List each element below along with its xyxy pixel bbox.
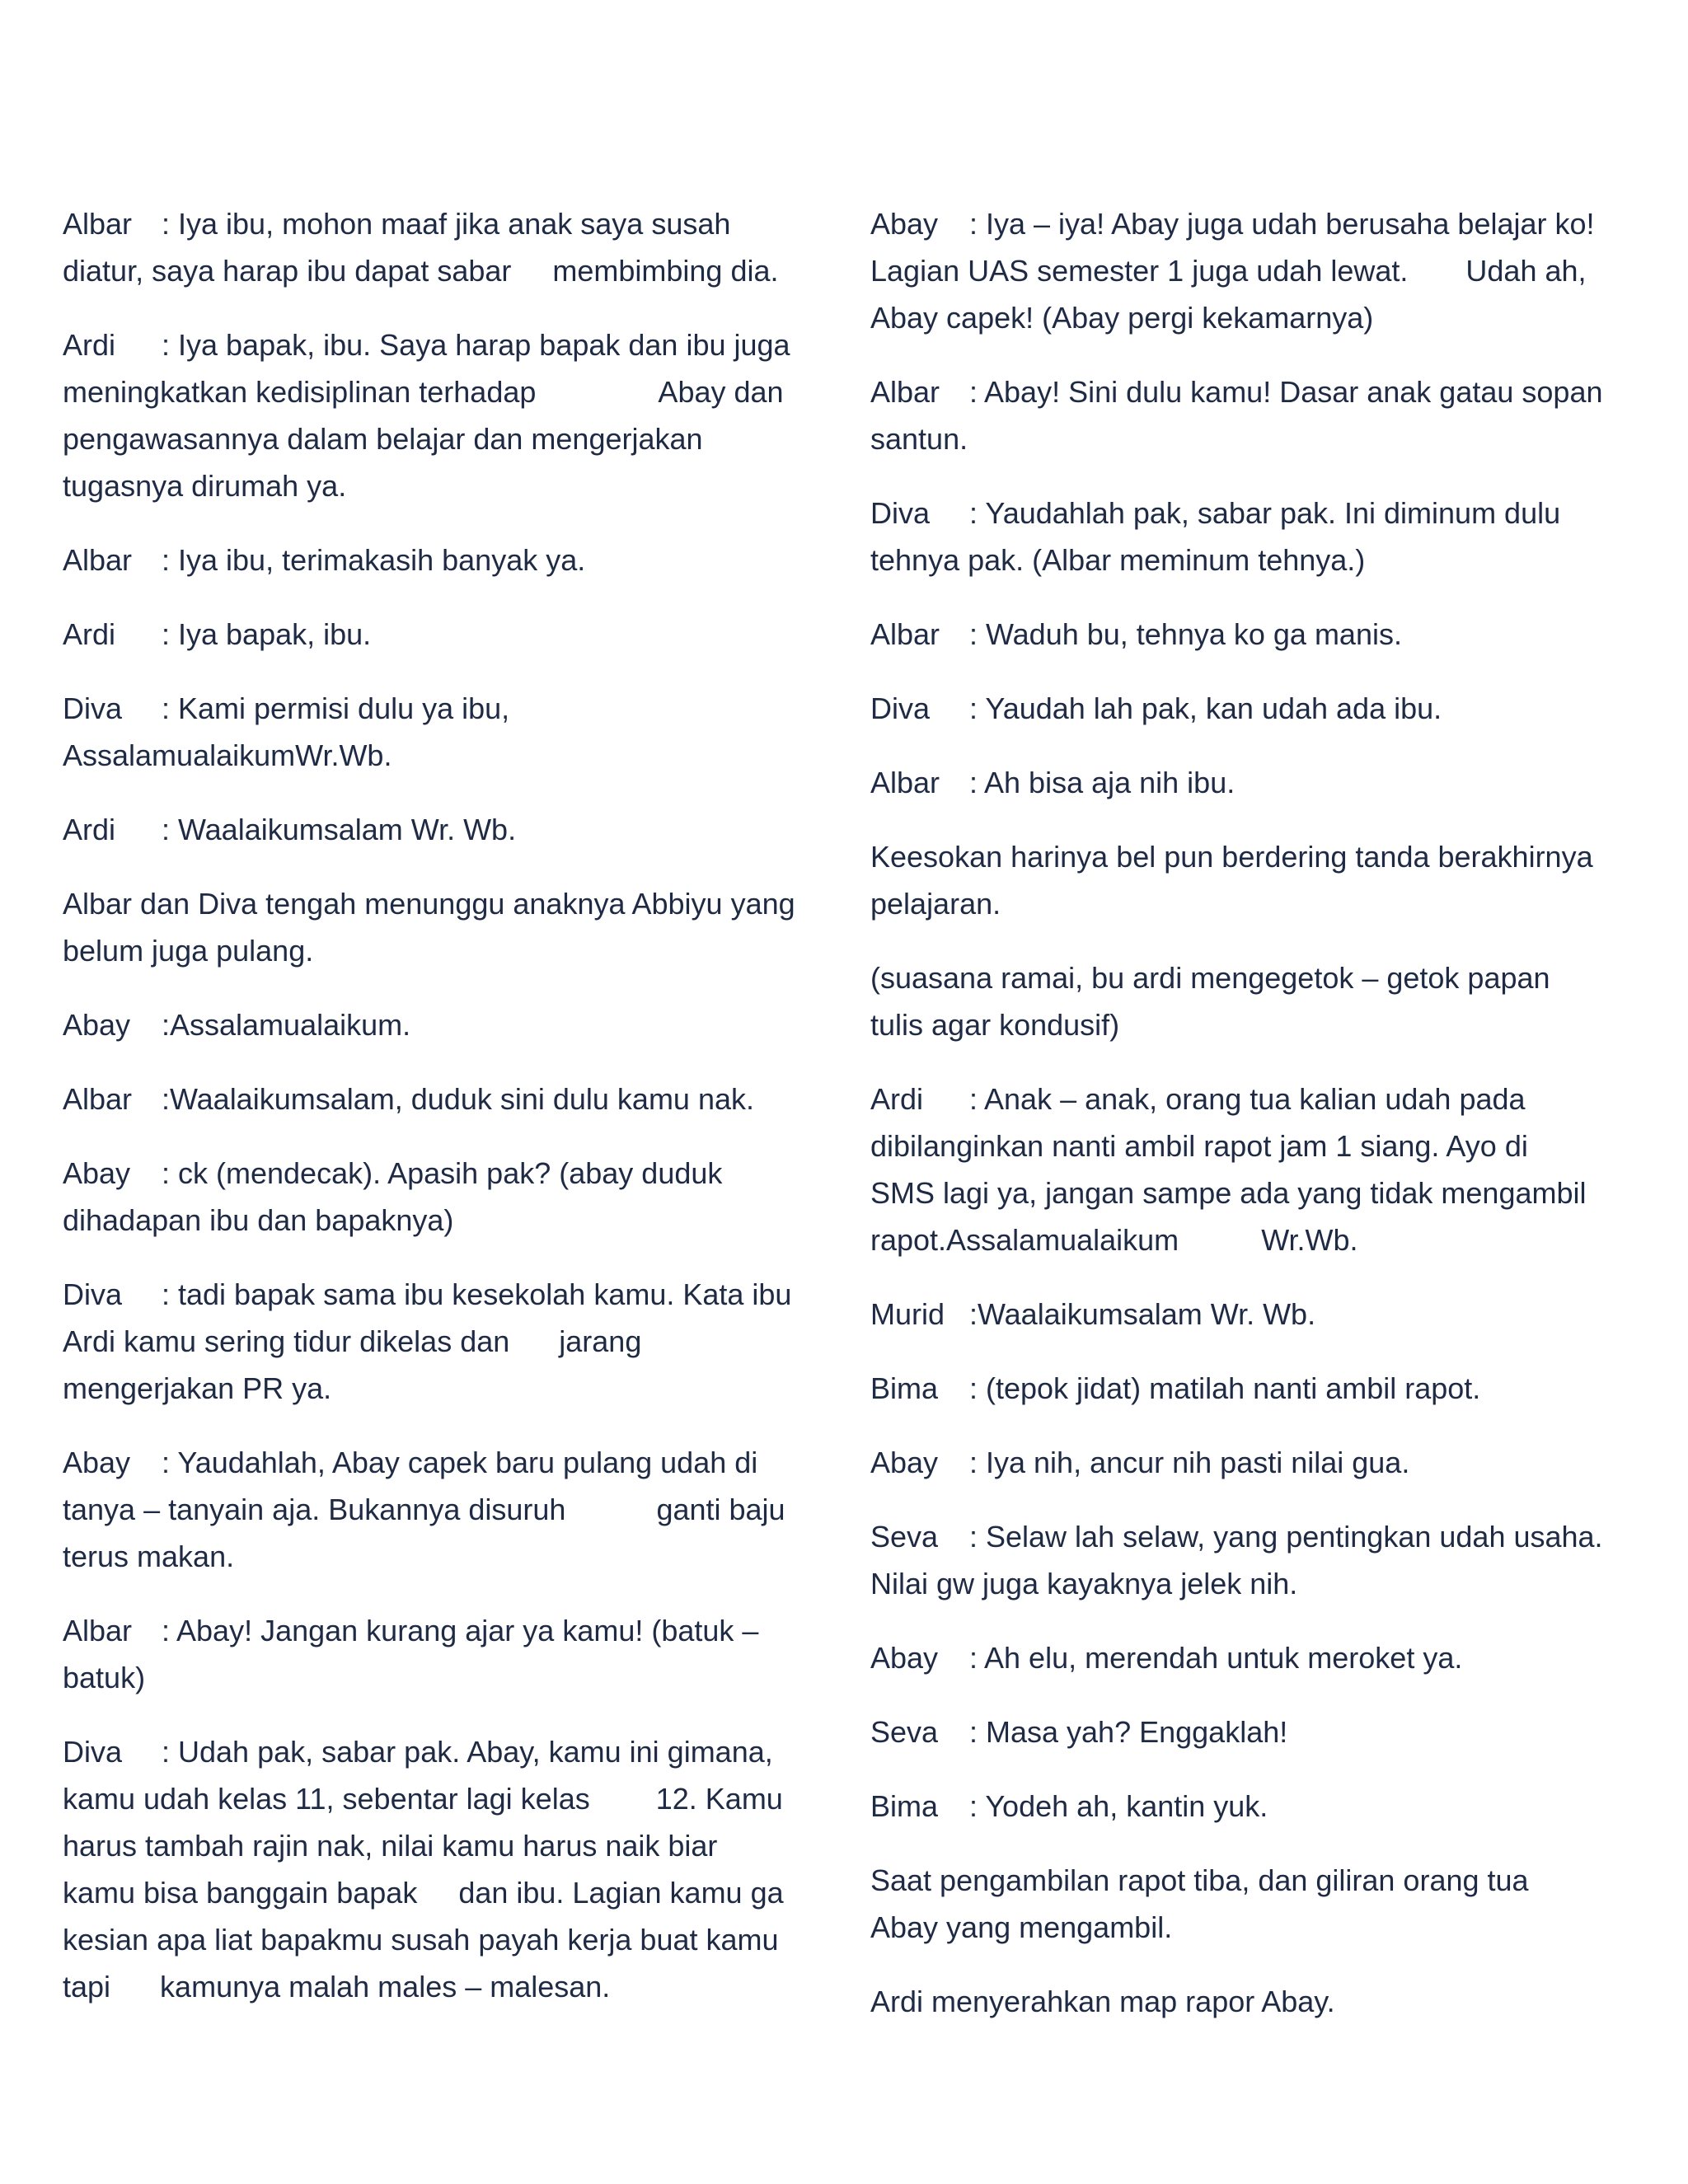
dialogue-entry <box>63 1271 804 1412</box>
text-line <box>63 321 804 368</box>
line-text: rapot.Assalamualaikum Wr.Wb. <box>870 1223 1358 1257</box>
line-text: tugasnya dirumah ya. <box>63 469 347 503</box>
text-line <box>870 1513 1620 1560</box>
dialogue-entry <box>870 1513 1620 1607</box>
text-line <box>870 1904 1620 1951</box>
text-line <box>870 368 1620 415</box>
dialogue-entry <box>870 1634 1620 1681</box>
text-line <box>870 1291 1620 1338</box>
dialogue-entry <box>63 1001 804 1048</box>
dialogue-entry <box>870 368 1620 462</box>
dialogue-entry <box>63 611 804 658</box>
narration-paragraph <box>870 954 1620 1048</box>
line-text: (suasana ramai, bu ardi mengegetok – getok papan <box>870 961 1550 995</box>
line-text: santun. <box>870 422 968 456</box>
line-text: Abay capek! (Abay pergi kekamarnya) <box>870 301 1374 335</box>
text-line <box>63 200 804 247</box>
text-line <box>63 1271 804 1318</box>
text-line <box>870 611 1620 658</box>
speaker-name: Albar <box>870 375 940 409</box>
line-text: : Masa yah? Enggaklah! <box>969 1715 1288 1749</box>
line-text: : ck (mendecak). Apasih pak? (abay duduk <box>162 1156 723 1190</box>
dialogue-entry <box>870 1708 1620 1755</box>
text-line <box>63 1001 804 1048</box>
text-line <box>870 1169 1620 1216</box>
narration-paragraph <box>870 1978 1620 2025</box>
text-line <box>63 1439 804 1486</box>
dialogue-entry <box>63 1439 804 1580</box>
text-line <box>870 1076 1620 1122</box>
speaker-name: Bima <box>870 1789 939 1823</box>
narration-paragraph <box>870 1857 1620 1951</box>
text-line <box>63 368 804 415</box>
text-line <box>870 833 1620 880</box>
line-text: pengawasannya dalam belajar dan mengerjakan <box>63 422 703 456</box>
speaker-name: Albar <box>63 207 133 241</box>
text-line <box>870 415 1620 462</box>
speaker-name: Abay <box>63 1446 131 1479</box>
line-text: tapi kamunya malah males – malesan. <box>63 1970 611 2004</box>
line-text: belum juga pulang. <box>63 934 314 968</box>
text-line <box>63 1486 804 1533</box>
line-text: terus makan. <box>63 1540 235 1573</box>
text-line <box>63 462 804 509</box>
dialogue-entry <box>63 321 804 509</box>
line-text: Keesokan harinya bel pun berdering tanda berakhirnya <box>870 840 1593 874</box>
dialogue-entry <box>870 611 1620 658</box>
narration-paragraph <box>63 880 804 974</box>
text-line <box>63 1963 804 2010</box>
dialogue-entry <box>870 759 1620 806</box>
text-line <box>870 537 1620 583</box>
line-text: dibilanginkan nanti ambil rapot jam 1 siang. Ayo di <box>870 1129 1528 1163</box>
text-line <box>63 685 804 732</box>
line-text: Ardi menyerahkan map rapor Abay. <box>870 1985 1335 2018</box>
dialogue-entry <box>870 490 1620 583</box>
text-line <box>63 1533 804 1580</box>
dialogue-entry <box>63 537 804 583</box>
line-text: meningkatkan kedisiplinan terhadap Abay dan <box>63 375 784 409</box>
text-line <box>870 1783 1620 1830</box>
line-text: : Selaw lah selaw, yang pentingkan udah usaha. <box>969 1520 1603 1554</box>
speaker-name: Ardi <box>63 328 116 362</box>
speaker-name: Albar <box>870 617 940 651</box>
line-text: : Iya nih, ancur nih pasti nilai gua. <box>969 1446 1410 1479</box>
speaker-name: Bima <box>870 1371 939 1405</box>
line-text: : Yodeh ah, kantin yuk. <box>969 1789 1268 1823</box>
line-text: diatur, saya harap ibu dapat sabar membimbing dia. <box>63 254 779 288</box>
speaker-name: Albar <box>63 1614 133 1647</box>
line-text: tehnya pak. (Albar meminum tehnya.) <box>870 543 1366 577</box>
line-text: :Waalaikumsalam, duduk sini dulu kamu nak. <box>162 1082 754 1116</box>
text-line <box>63 1869 804 1916</box>
line-text: harus tambah rajin nak, nilai kamu harus naik biar <box>63 1829 718 1863</box>
text-line <box>870 1857 1620 1904</box>
text-line <box>63 732 804 779</box>
text-line <box>870 1439 1620 1486</box>
line-text: Saat pengambilan rapot tiba, dan giliran orang tua <box>870 1863 1529 1897</box>
speaker-name: Seva <box>870 1520 939 1554</box>
text-line <box>870 1560 1620 1607</box>
line-text: : Iya bapak, ibu. Saya harap bapak dan ibu juga <box>162 328 790 362</box>
dialogue-entry <box>870 200 1620 341</box>
dialogue-entry <box>870 1291 1620 1338</box>
text-line <box>870 1216 1620 1263</box>
line-text: :Waalaikumsalam Wr. Wb. <box>969 1297 1316 1331</box>
text-line <box>63 1150 804 1197</box>
dialogue-entry <box>870 1076 1620 1263</box>
speaker-name: Abay <box>870 1641 939 1675</box>
speaker-name: Diva <box>63 1735 123 1769</box>
speaker-name: Diva <box>870 496 931 530</box>
text-line <box>870 247 1620 294</box>
text-line <box>63 880 804 927</box>
text-line <box>63 1076 804 1122</box>
speaker-name: Albar <box>63 543 133 577</box>
speaker-name: Abay <box>63 1156 131 1190</box>
text-line <box>870 954 1620 1001</box>
text-line <box>870 685 1620 732</box>
speaker-name: Ardi <box>63 813 116 846</box>
speaker-name: Diva <box>63 691 123 725</box>
dialogue-entry <box>870 1783 1620 1830</box>
line-text: : Iya bapak, ibu. <box>162 617 372 651</box>
speaker-name: Seva <box>870 1715 939 1749</box>
line-text: Abay yang mengambil. <box>870 1910 1173 1944</box>
dialogue-entry <box>63 1728 804 2010</box>
right-column <box>870 200 1620 2052</box>
line-text: : Anak – anak, orang tua kalian udah pada <box>969 1082 1526 1116</box>
line-text: AssalamualaikumWr.Wb. <box>63 738 392 772</box>
line-text: : Waduh bu, tehnya ko ga manis. <box>969 617 1402 651</box>
line-text: : Kami permisi dulu ya ibu, <box>162 691 510 725</box>
line-text: : Ah bisa aja nih ibu. <box>969 766 1236 799</box>
line-text: : (tepok jidat) matilah nanti ambil rapot. <box>969 1371 1481 1405</box>
text-line <box>63 1822 804 1869</box>
dialogue-entry <box>870 685 1620 732</box>
text-line <box>63 537 804 583</box>
line-text: : tadi bapak sama ibu kesekolah kamu. Kata ibu <box>162 1277 792 1311</box>
line-text: : Yaudahlah, Abay capek baru pulang udah di <box>162 1446 758 1479</box>
line-text: kesian apa liat bapakmu susah payah kerja buat kamu <box>63 1923 779 1957</box>
text-line <box>63 1607 804 1654</box>
text-line <box>870 759 1620 806</box>
dialogue-entry <box>63 1150 804 1244</box>
line-text: : Yaudahlah pak, sabar pak. Ini diminum dulu <box>969 496 1561 530</box>
line-text: dihadapan ibu dan bapaknya) <box>63 1203 454 1237</box>
narration-paragraph <box>870 833 1620 927</box>
speaker-name: Diva <box>870 691 931 725</box>
text-line <box>63 1728 804 1775</box>
line-text: kamu udah kelas 11, sebentar lagi kelas 12. Kamu <box>63 1782 783 1816</box>
text-line <box>63 415 804 462</box>
line-text: pelajaran. <box>870 887 1001 921</box>
line-text: kamu bisa banggain bapak dan ibu. Lagian kamu ga <box>63 1876 784 1910</box>
line-text: :Assalamualaikum. <box>162 1008 411 1042</box>
text-line <box>870 200 1620 247</box>
text-line <box>63 611 804 658</box>
text-line <box>870 1634 1620 1681</box>
dialogue-entry <box>63 806 804 853</box>
text-line <box>63 927 804 974</box>
speaker-name: Albar <box>63 1082 133 1116</box>
speaker-name: Abay <box>870 207 939 241</box>
line-text: SMS lagi ya, jangan sampe ada yang tidak mengambil <box>870 1176 1587 1210</box>
text-line <box>63 1775 804 1822</box>
text-line <box>63 247 804 294</box>
text-line <box>870 1365 1620 1412</box>
text-line <box>63 1916 804 1963</box>
line-text: : Iya – iya! Abay juga udah berusaha belajar ko! <box>969 207 1595 241</box>
speaker-name: Murid <box>870 1297 945 1331</box>
speaker-name: Albar <box>870 766 940 799</box>
speaker-name: Abay <box>870 1446 939 1479</box>
text-line <box>63 1197 804 1244</box>
line-text: Ardi kamu sering tidur dikelas dan jarang <box>63 1324 642 1358</box>
speaker-name: Diva <box>63 1277 123 1311</box>
line-text: tulis agar kondusif) <box>870 1008 1120 1042</box>
text-line <box>63 1318 804 1365</box>
dialogue-entry <box>870 1439 1620 1486</box>
line-text: : Abay! Jangan kurang ajar ya kamu! (batuk – <box>162 1614 759 1647</box>
left-column <box>63 200 804 2037</box>
line-text: : Udah pak, sabar pak. Abay, kamu ini gimana, <box>162 1735 773 1769</box>
text-line <box>870 1001 1620 1048</box>
text-line <box>63 806 804 853</box>
text-line <box>63 1365 804 1412</box>
line-text: Lagian UAS semester 1 juga udah lewat. Udah ah, <box>870 254 1587 288</box>
text-line <box>870 1978 1620 2025</box>
dialogue-entry <box>63 1607 804 1701</box>
dialogue-entry <box>63 685 804 779</box>
line-text: : Ah elu, merendah untuk meroket ya. <box>969 1641 1463 1675</box>
line-text: tanya – tanyain aja. Bukannya disuruh ganti baju <box>63 1493 785 1526</box>
line-text: Nilai gw juga kayaknya jelek nih. <box>870 1567 1298 1601</box>
speaker-name: Ardi <box>63 617 116 651</box>
line-text: Albar dan Diva tengah menunggu anaknya Abbiyu yang <box>63 887 795 921</box>
speaker-name: Ardi <box>870 1082 924 1116</box>
text-line <box>870 1122 1620 1169</box>
line-text: mengerjakan PR ya. <box>63 1371 332 1405</box>
text-line <box>870 1708 1620 1755</box>
dialogue-entry <box>870 1365 1620 1412</box>
text-line <box>870 880 1620 927</box>
line-text: : Iya ibu, mohon maaf jika anak saya susah <box>162 207 731 241</box>
line-text: : Waalaikumsalam Wr. Wb. <box>162 813 517 846</box>
text-line <box>870 490 1620 537</box>
line-text: : Iya ibu, terimakasih banyak ya. <box>162 543 586 577</box>
text-line <box>63 1654 804 1701</box>
dialogue-entry <box>63 200 804 294</box>
line-text: : Abay! Sini dulu kamu! Dasar anak gatau sopan <box>969 375 1603 409</box>
dialogue-entry <box>63 1076 804 1122</box>
speaker-name: Abay <box>63 1008 131 1042</box>
line-text: : Yaudah lah pak, kan udah ada ibu. <box>969 691 1442 725</box>
line-text: batuk) <box>63 1661 146 1694</box>
text-line <box>870 294 1620 341</box>
